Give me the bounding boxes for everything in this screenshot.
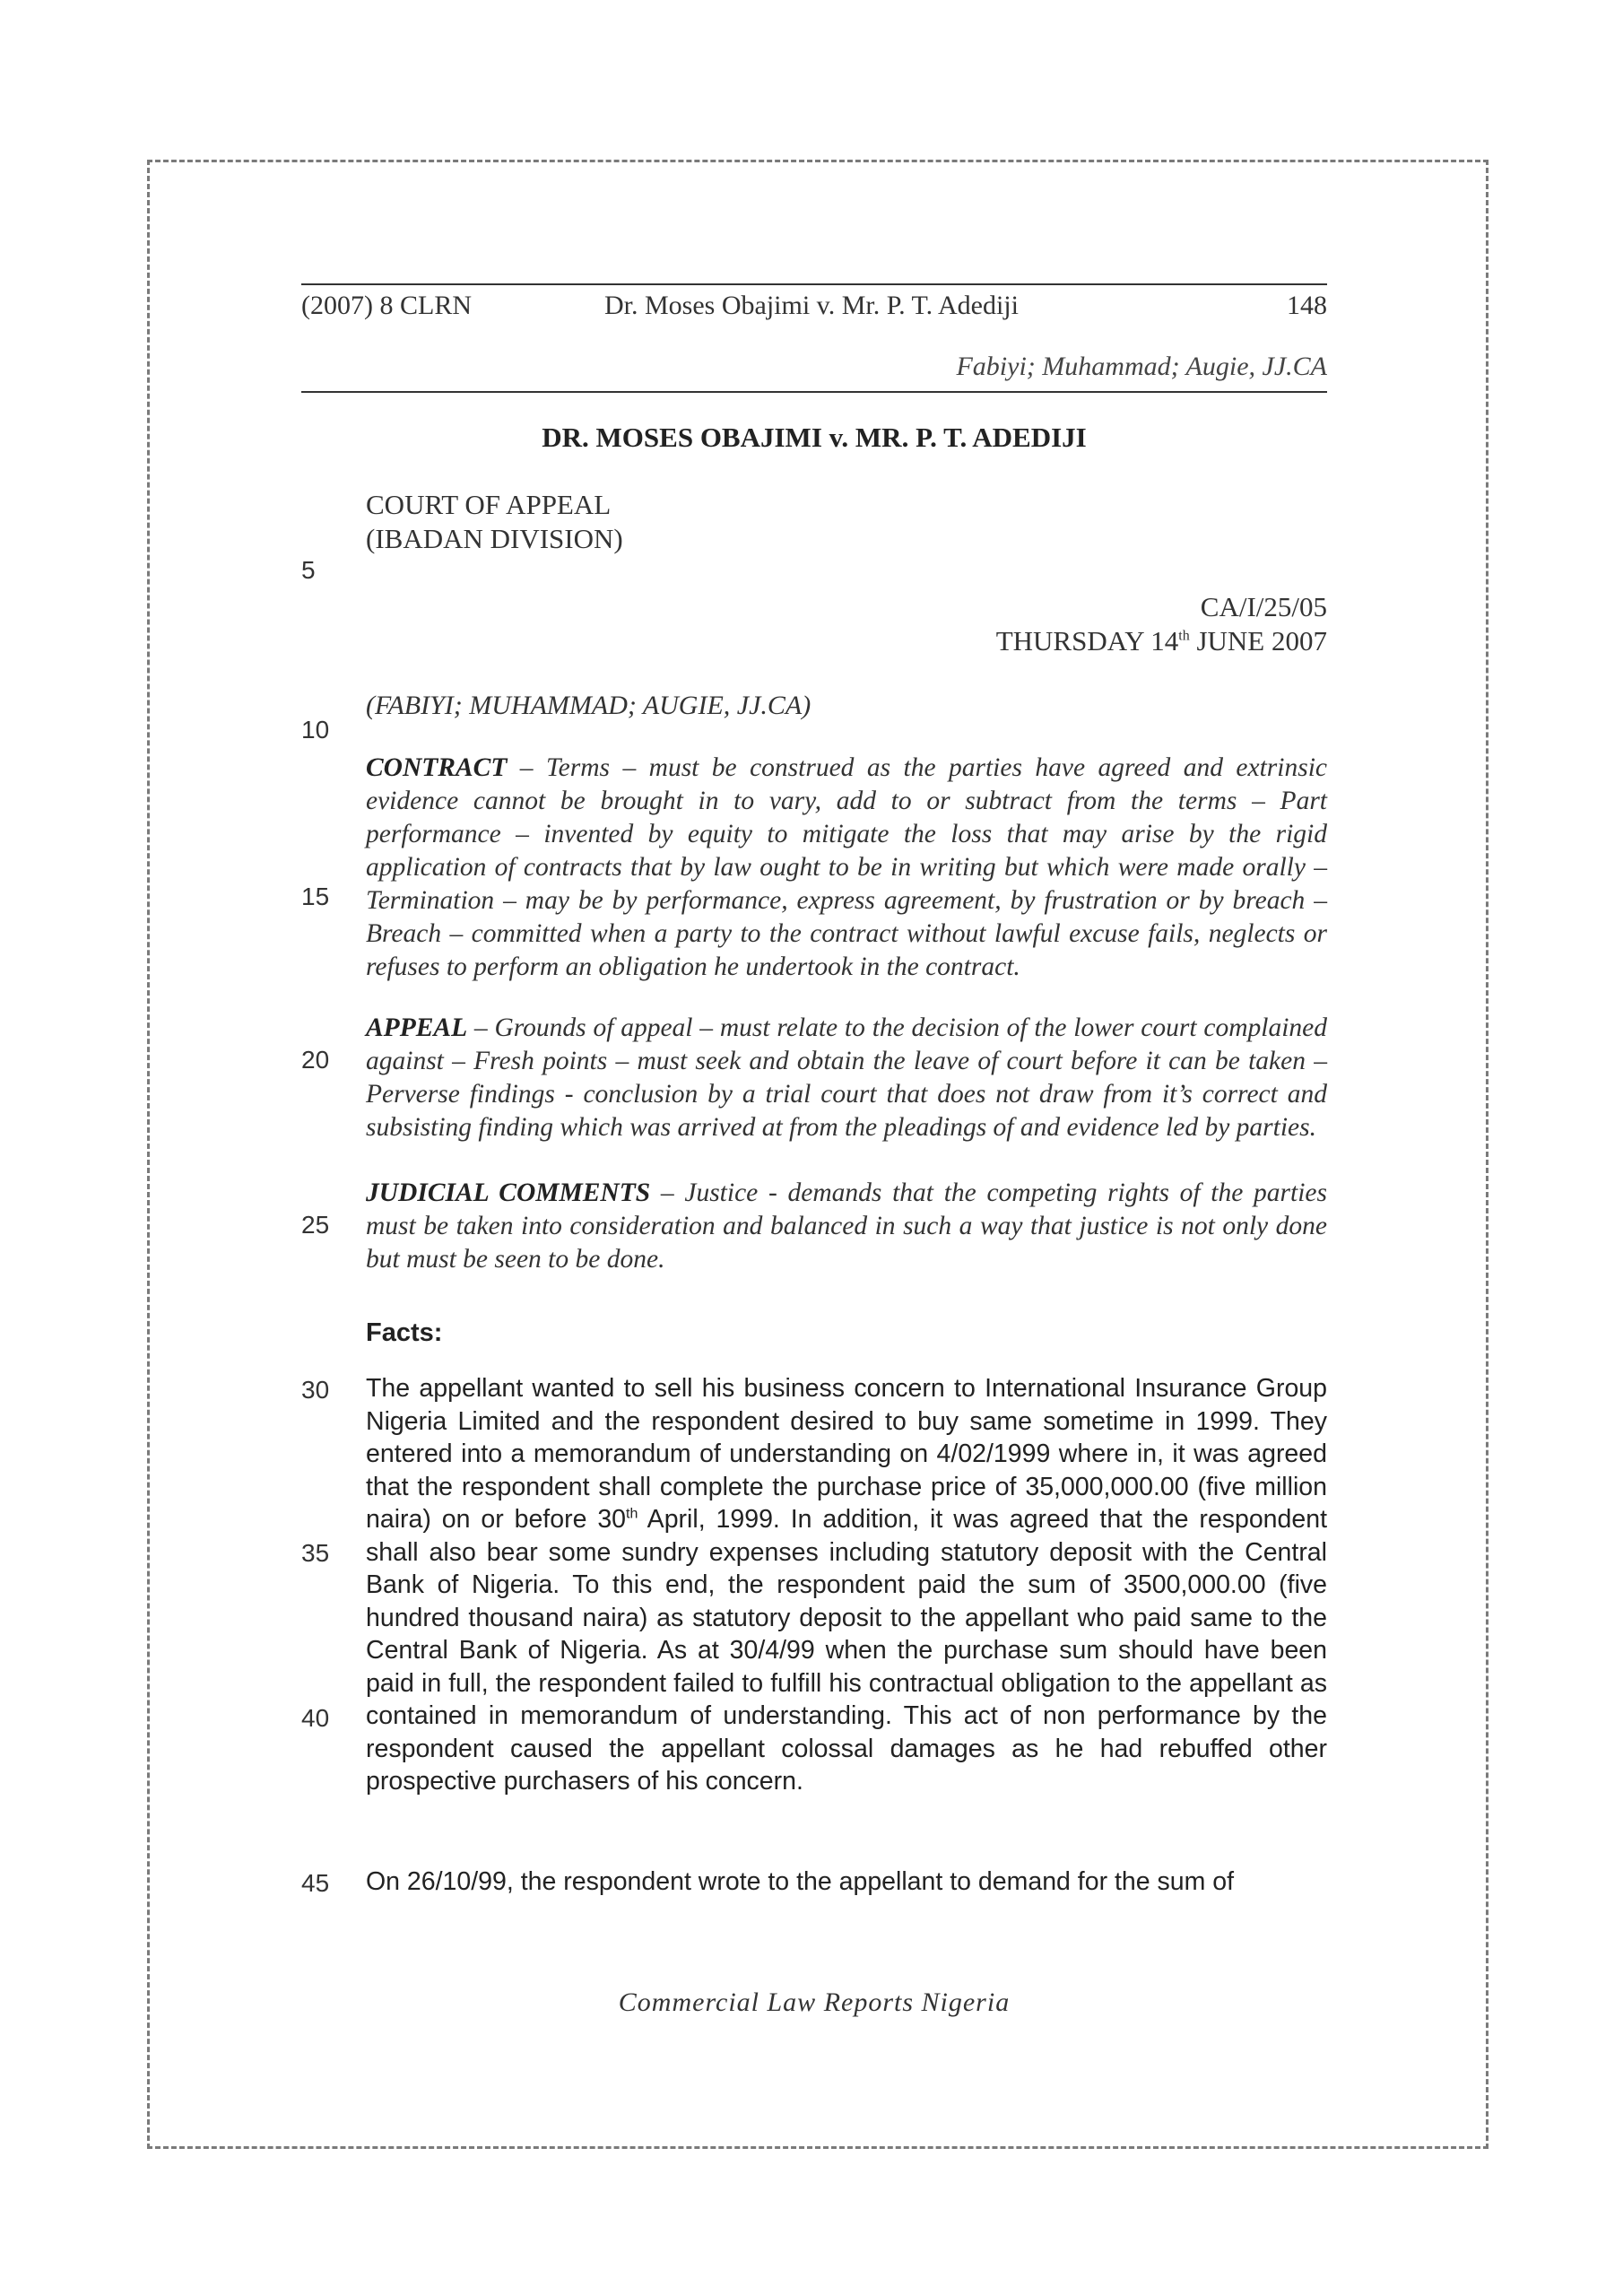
line-number: 10 (301, 716, 330, 744)
page-border (147, 160, 1488, 2149)
court-name: COURT OF APPEAL (366, 489, 612, 520)
case-number: CA/I/25/05 (1200, 591, 1327, 622)
running-header (301, 283, 1327, 325)
line-number: 5 (301, 556, 316, 584)
facts-title: Facts: (366, 1318, 443, 1347)
case-title: DR. MOSES OBAJIMI v. MR. P. T. ADEDIJI (542, 422, 1087, 453)
court-block (366, 488, 623, 556)
footer-publication: Commercial Law Reports Nigeria (618, 1987, 1011, 2017)
coram: (FABIYI; MUHAMMAD; AUGIE, JJ.CA) (366, 691, 812, 720)
line-number: 25 (301, 1211, 330, 1239)
headnote-text: – Justice - demands that the competing rights of the parties must be taken into consideration and balanced in such a way that justice is not only done but must be seen to be done. (366, 1178, 1328, 1274)
header-case-short: Dr. Moses Obajimi v. Mr. P. T. Adediji (604, 291, 1019, 320)
headnote-text: – Grounds of appeal – must relate to the decision of the lower court complained against – Fresh points – must seek and obtain the leave of court before it can be taken – Perverse findings - conclusion by a trial court that does not draw from it’s correct and subsisting finding which was arrived at from the pleadings of and evidence led by parties. (366, 1013, 1327, 1142)
line-number: 40 (301, 1704, 330, 1732)
line-number: 45 (301, 1869, 330, 1897)
line-number: 15 (301, 883, 330, 910)
court-division: (IBADAN DIVISION) (366, 523, 623, 554)
headnote-contract (366, 752, 1327, 984)
headnote-judicial-comments (366, 1177, 1327, 1276)
header-judges: Fabiyi; Muhammad; Augie, JJ.CA (301, 352, 1327, 393)
line-number: 35 (301, 1539, 330, 1567)
headnote-heading: JUDICIAL COMMENTS (366, 1178, 651, 1207)
line-number: 30 (301, 1376, 330, 1404)
headnote-heading: APPEAL (366, 1013, 468, 1042)
header-page-number: 148 (1287, 291, 1327, 320)
headnote-appeal (366, 1012, 1327, 1144)
headnote-text: – Terms – must be construed as the parties have agreed and extrinsic evidence cannot be brought in to vary, add to or subtract from the terms – Part performance – invented by equity to mitigate the loss that may arise by the rigid application of contracts that by law ought to be in writing but which were made orally – Termination – may be by performance, express agreement, by frustration or by breach – Breach – committed when a party to the contract without lawful excuse fails, neglects or refuses to perform an obligation he undertook in the contract. (366, 753, 1327, 981)
header-citation: (2007) 8 CLRN (301, 291, 472, 320)
decision-date: THURSDAY 14th JUNE 2007 (995, 625, 1327, 657)
headnote-heading: CONTRACT (366, 753, 508, 782)
facts-paragraph: On 26/10/99, the respondent wrote to the appellant to demand for the sum of (366, 1867, 1235, 1896)
case-info (996, 590, 1327, 658)
facts-paragraph: The appellant wanted to sell his business concern to International Insurance Group Nigeria Limited and the respondent desired to buy same sometime in 1999. They entered into a memorandum of understanding on 4/02/1999 where in, it was agreed that the respondent shall complete the purchase price of 35,000,000.00 (five million naira) on or before 30th April, 1999. In addition, it was agreed that the respondent shall also bear some sundry expenses including statutory deposit with the Central Bank of Nigeria. To this end, the respondent paid the sum of 3500,000.00 (five hundred thousand naira) as statutory deposit to the appellant who paid same to the Central Bank of Nigeria. As at 30/4/99 when the purchase sum should have been paid in full, the respondent failed to fulfill his contractual obligation to the appellant as contained in memorandum of understanding. This act of non performance by the respondent caused the appellant colossal damages as he had rebuffed other prospective purchasers of his concern. (366, 1374, 1327, 1796)
line-number: 20 (301, 1046, 330, 1074)
